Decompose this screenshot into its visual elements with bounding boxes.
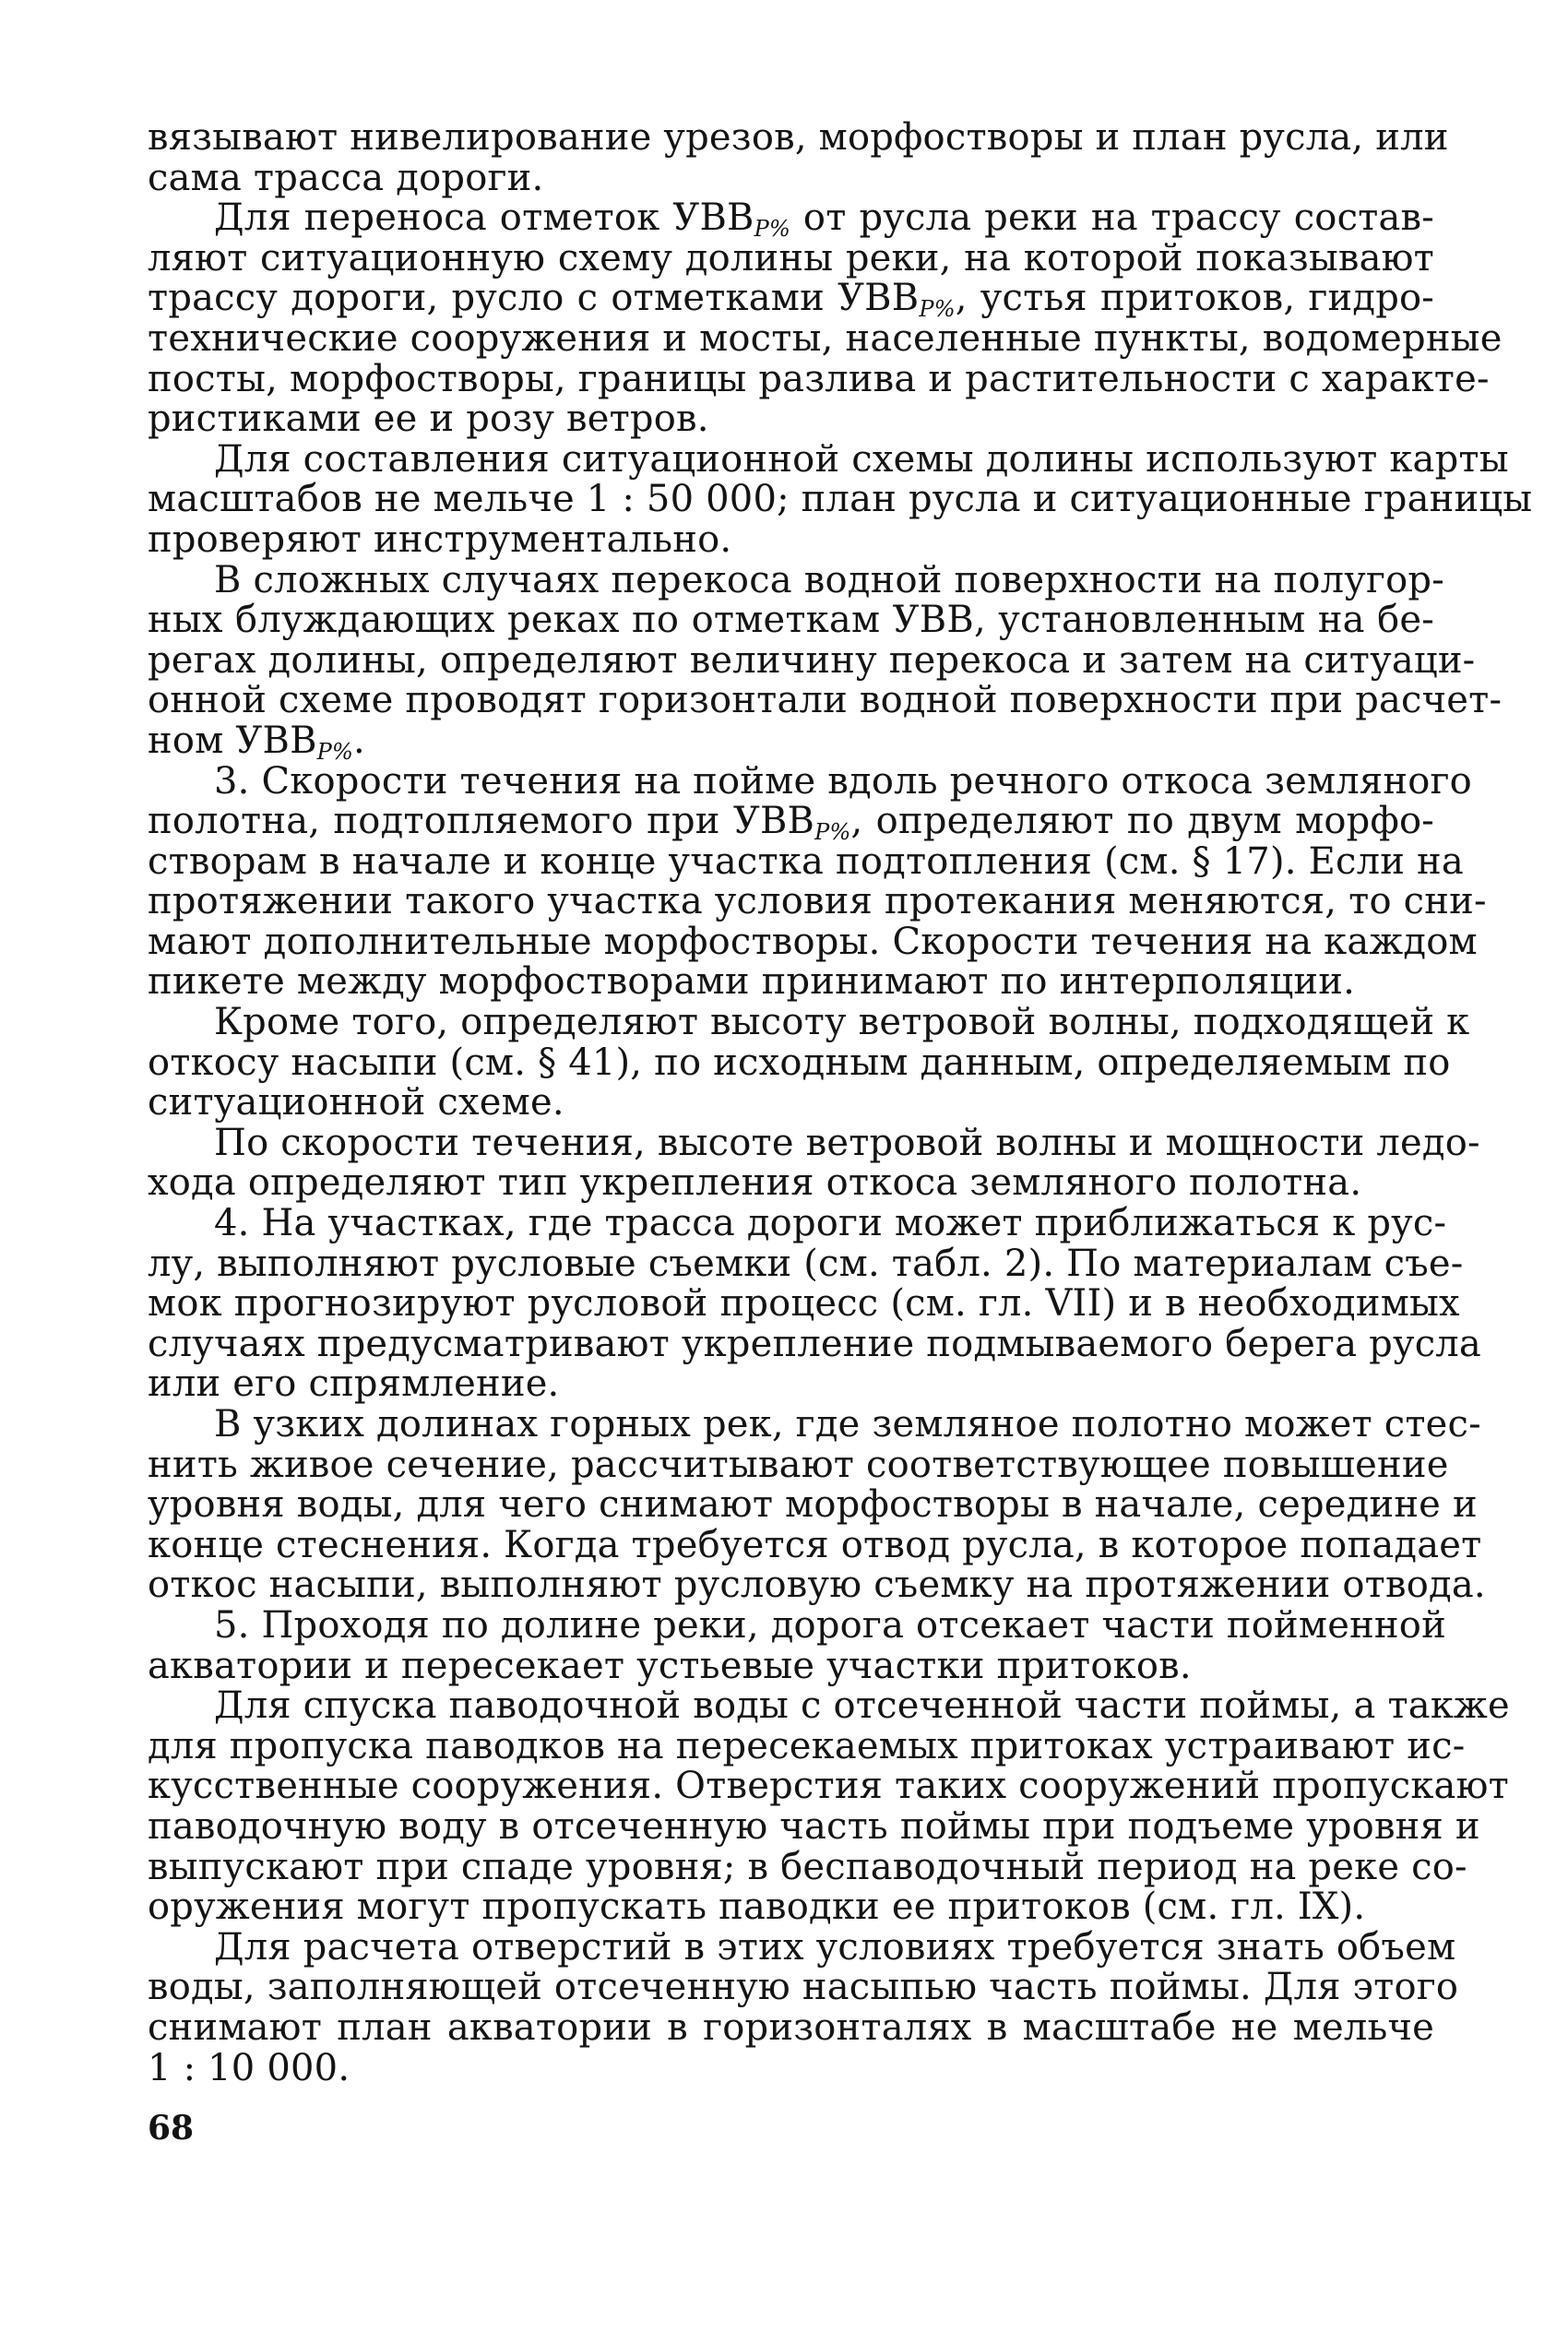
text-line: полотна, подтопляемого при $УВВ_{P\%}$, определяют по двум морфо- [148, 800, 1434, 846]
paragraph [148, 1603, 1446, 1687]
text-line: паводочную воду в отсеченную часть поймы при подъеме уровня и [148, 1804, 1480, 1848]
page-body [148, 116, 1533, 2089]
text-line: мок прогнозируют русловой процесс (см. гл. VII) и в необходимых [148, 1282, 1460, 1326]
text-line: ном $УВВ_{P\%}$. [148, 719, 365, 765]
text-line: акватории и пересекает устьевые участки притоков. [148, 1644, 1192, 1687]
paragraph [148, 1001, 1470, 1124]
text-line: створам в начале и конце участка подтопления (см. § 17). Если на [148, 839, 1464, 883]
text-line: пикете между морфостворами принимают по интерполяции. [148, 960, 1356, 1004]
text-line: посты, морфостворы, границы разлива и растительности с характе- [148, 357, 1490, 400]
text-line: В сложных случаях перекоса водной поверхности на полугор- [214, 558, 1444, 601]
text-line: регах долины, определяют величину перекоса и затем на ситуаци- [148, 638, 1476, 682]
text-line: кусственные сооружения. Отверстия таких сооружений пропускают [148, 1765, 1509, 1808]
paragraph [148, 759, 1487, 1004]
text-line: Для составления ситуационной схемы долины используют карты [214, 437, 1509, 481]
paragraph [148, 1925, 1459, 2089]
paragraph [148, 116, 1449, 199]
text-line: для пропуска паводков на пересекаемых притоках устраивают ис- [148, 1724, 1466, 1767]
text-line: проверяют инструментально. [148, 518, 732, 561]
text-line: случаях предусматривают укрепление подмываемого берега русла [148, 1322, 1481, 1365]
text-line: масштабов не мельче 1 : 50 000; план русла и ситуационные границы [148, 478, 1533, 521]
text-line: В узких долинах горных рек, где земляное полотно может стес- [214, 1403, 1481, 1446]
text-line: 1 : 10 000. [148, 2046, 350, 2089]
text-line: Для расчета отверстий в этих условиях требуется знать объем [214, 1925, 1456, 1969]
text-line: оружения могут пропускать паводки ее притоков (см. гл. IX). [148, 1886, 1366, 1929]
text-line: ситуационной схеме. [148, 1081, 564, 1124]
text-line: трассу дороги, русло с отметками $УВВ_{P\%}$, устья притоков, гидро- [148, 277, 1435, 323]
text-line: снимают план акватории в горизонталях в масштабе не мельче [148, 2005, 1434, 2049]
text-line: 3. Скорости течения на пойме вдоль речного откоса земляного [214, 759, 1472, 803]
text-line: хода определяют тип укрепления откоса земляного полотна. [148, 1161, 1362, 1205]
paragraph [148, 1684, 1510, 1929]
text-line: конце стеснения. Когда требуется отвод русла, в которое попадает [148, 1523, 1482, 1566]
text-line: ляют ситуационную схему долины реки, на которой показывают [148, 236, 1434, 280]
text-line: технические сооружения и мосты, населенные пункты, водомерные [148, 316, 1503, 360]
paragraph [148, 1403, 1486, 1607]
text-line: 4. На участках, где трасса дороги может приближаться к рус- [214, 1202, 1447, 1245]
text-line: нить живое сечение, рассчитывают соответствующее повышение [148, 1443, 1449, 1486]
text-line: или его спрямление. [148, 1362, 560, 1406]
paragraph [148, 1121, 1480, 1205]
text-line: вязывают нивелирование урезов, морфостворы и план русла, или [148, 116, 1449, 159]
text-line: откос насыпи, выполняют русловую съемку на протяжении отвода. [148, 1564, 1486, 1607]
text-line: протяжении такого участка условия протекания меняются, то сни- [148, 880, 1487, 923]
text-line: Для переноса отметок $УВВ_{P\%}$ от русла реки на трассу состав- [214, 196, 1434, 243]
text-line: откосу насыпи (см. § 41), по исходным данным, определяемым по [148, 1041, 1451, 1084]
text-line: онной схеме проводят горизонтали водной поверхности при расчет- [148, 679, 1503, 722]
paragraph [148, 1202, 1481, 1406]
text-line: ристиками ее и розу ветров. [148, 398, 709, 441]
text-line: По скорости течения, высоте ветровой волны и мощности ледо- [214, 1121, 1480, 1164]
text-line: воды, заполняющей отсеченную насыпью часть поймы. Для этого [148, 1966, 1459, 2009]
text-line: мают дополнительные морфостворы. Скорости течения на каждом [148, 920, 1478, 963]
text-line: Кроме того, определяют высоту ветровой волны, подходящей к [214, 1001, 1470, 1044]
text-line: сама трасса дороги. [148, 156, 544, 199]
text-line: уровня воды, для чего снимают морфостворы в начале, середине и [148, 1483, 1478, 1527]
page-number: 68 [148, 2109, 195, 2148]
text-line: Для спуска паводочной воды с отсеченной части поймы, а также [214, 1684, 1510, 1728]
text-line: лу, выполняют русловые съемки (см. табл. 2). По материалам съе- [148, 1242, 1464, 1285]
paragraph [148, 558, 1503, 765]
paragraph [148, 196, 1503, 441]
text-line: ных блуждающих реках по отметкам УВВ, установленным на бе- [148, 599, 1434, 642]
text-line: 5. Проходя по долине реки, дорога отсекает части пойменной [214, 1603, 1446, 1647]
text-line: выпускают при спаде уровня; в беспаводочный период на реке со- [148, 1845, 1467, 1888]
paragraph [148, 437, 1533, 561]
